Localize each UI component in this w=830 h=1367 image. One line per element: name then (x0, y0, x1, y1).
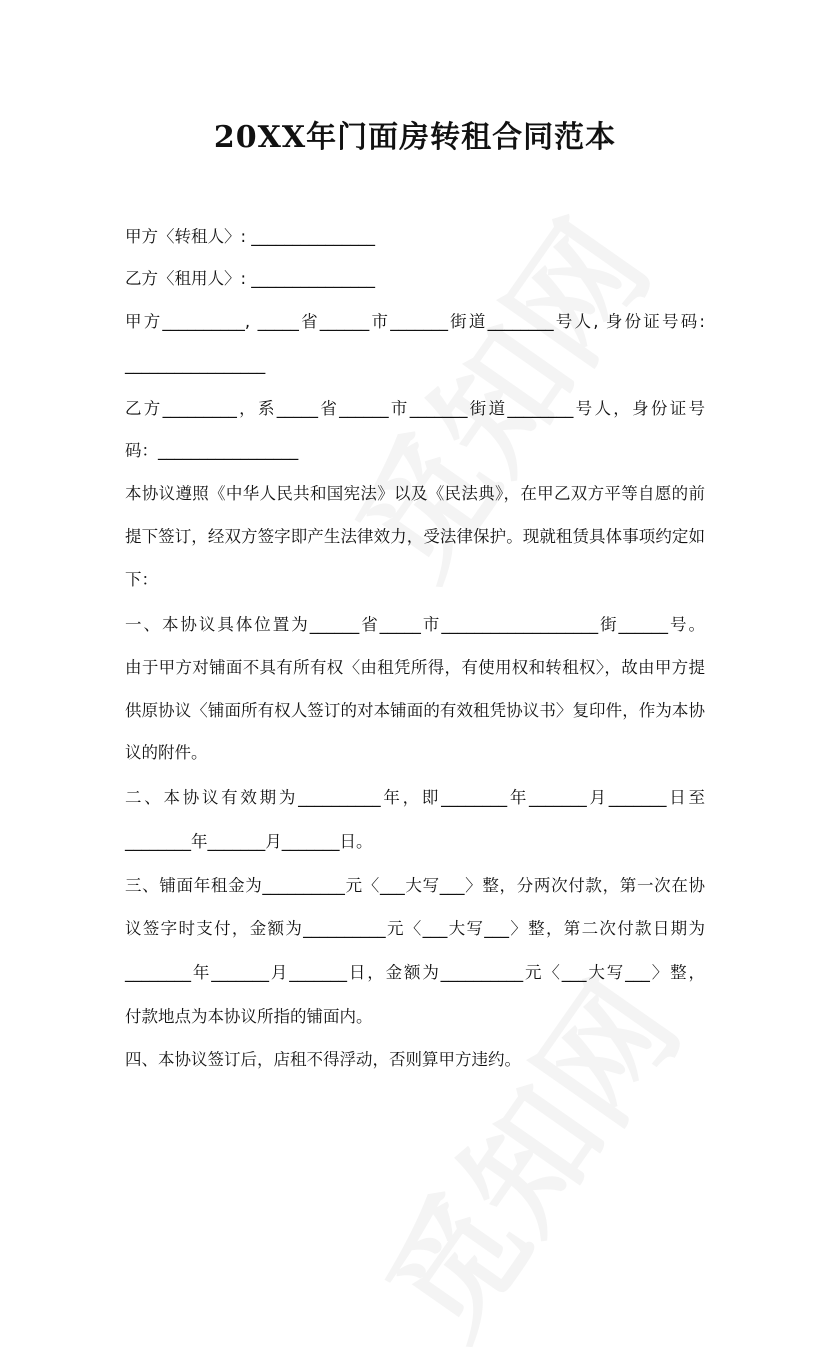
preamble-line: 本协议遵照《中华人民共和国宪法》以及《民法典》，在甲乙双方平等自愿的前 (125, 484, 705, 503)
clause-3-line: 议签字时支付，金额为__________元〈___大写___〉整，第二次付款日期为 (125, 919, 705, 938)
preamble-line: 下： (125, 570, 158, 589)
party-b-id: 码：_________________ (125, 441, 299, 460)
clause-3-line: 付款地点为本协议所指的铺面内。 (125, 1007, 373, 1026)
watermark (337, 940, 714, 1367)
clause-3-line: ________年_______月_______日，金额为__________元〈___大写___〉整， (125, 963, 705, 982)
clause-1-line: 一、本协议具体位置为______省_____市___________________街______号。 (125, 615, 705, 634)
clause-2-line: 二、本协议有效期为__________年，即________年_______月_______日至 (125, 788, 705, 807)
clause-1-line: 议的附件。 (125, 743, 208, 762)
clause-1-line: 由于甲方对铺面不具有所有权〈由租凭所得，有使用权和转租权〉，故由甲方提 (125, 658, 705, 677)
party-b-address: 乙方_________，系_____省______市_______街道________号人，身份证号 (125, 399, 705, 418)
party-a-id: _________________ (125, 355, 266, 374)
clause-4-line: 四、本协议签订后，店租不得浮动，否则算甲方违约。 (125, 1050, 521, 1069)
clause-2-line: ________年_______月_______日。 (125, 832, 373, 851)
party-a-address: 甲方__________, _____省______市_______街道________号人, 身份证号码: (125, 312, 705, 331)
preamble-line: 提下签订，经双方签字即产生法律效力，受法律保护。现就租赁具体事项约定如 (125, 527, 705, 546)
party-a-line: 甲方〈转租人〉: _______________ (125, 227, 376, 246)
document-title: 20XX年门面房转租合同范本 (213, 120, 617, 155)
clause-1-line: 供原协议〈铺面所有权人签订的对本铺面的有效租凭协议书〉复印件，作为本协 (125, 701, 705, 720)
clause-3-line: 三、铺面年租金为__________元〈___大写___〉整，分两次付款，第一次在协 (125, 876, 705, 895)
party-b-line: 乙方〈租用人〉: _______________ (125, 269, 376, 288)
